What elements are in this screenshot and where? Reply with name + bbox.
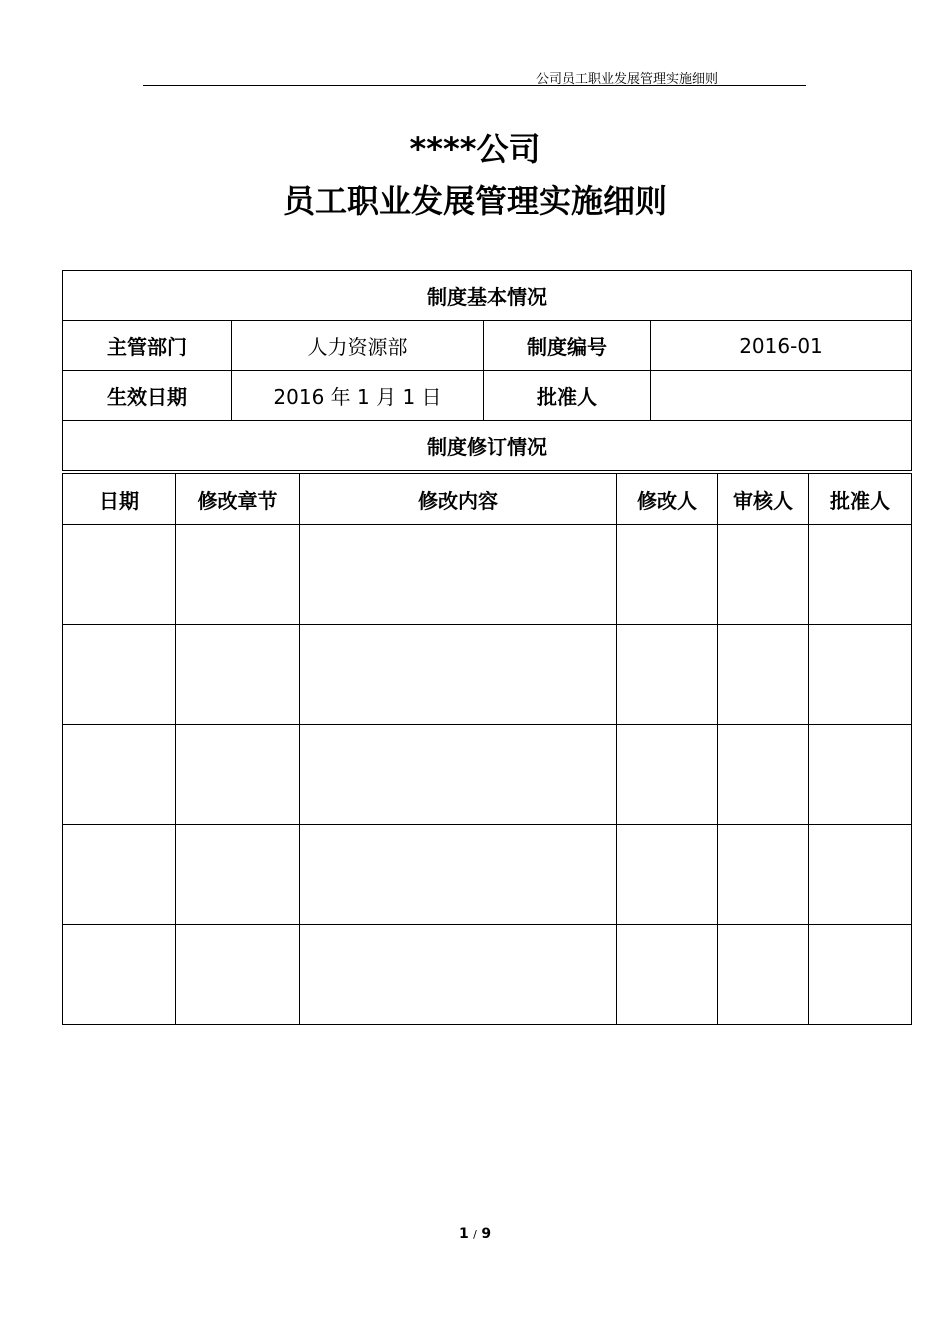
code-label: 制度编号: [484, 321, 651, 371]
date-value: 2016 年 1 月 1 日: [232, 371, 484, 421]
cell: [718, 725, 809, 825]
cell: [718, 525, 809, 625]
cell: [718, 925, 809, 1025]
cell: [809, 625, 912, 725]
running-header: 公司员工职业发展管理实施细则: [536, 72, 719, 87]
cell: [617, 825, 718, 925]
cell: [63, 725, 176, 825]
document-title: 员工职业发展管理实施细则: [282, 182, 667, 220]
cell: [617, 925, 718, 1025]
cell: [176, 625, 300, 725]
basic-info-section-title: 制度基本情况: [63, 271, 912, 321]
revision-table: [62, 473, 912, 1025]
cell: [300, 925, 617, 1025]
approver-label: 批准人: [484, 371, 651, 421]
table-row: [63, 725, 912, 825]
col-header-modifier: 修改人: [617, 474, 718, 525]
cell: [300, 725, 617, 825]
cell: [176, 525, 300, 625]
col-header-approver: 批准人: [809, 474, 912, 525]
approver-value: [651, 371, 912, 421]
cell: [617, 625, 718, 725]
cell: [718, 625, 809, 725]
cell: [809, 725, 912, 825]
revision-section-title: 制度修订情况: [63, 421, 912, 471]
col-header-content: 修改内容: [300, 474, 617, 525]
table-row: [63, 825, 912, 925]
cell: [809, 825, 912, 925]
dept-value: 人力资源部: [232, 321, 484, 371]
cell: [176, 725, 300, 825]
table-row: [63, 925, 912, 1025]
header-rule: [143, 85, 806, 86]
col-header-date: 日期: [63, 474, 176, 525]
cell: [809, 525, 912, 625]
cell: [617, 525, 718, 625]
col-header-reviewer: 审核人: [718, 474, 809, 525]
cell: [809, 925, 912, 1025]
cell: [176, 825, 300, 925]
page-separator: /: [473, 1228, 477, 1241]
cell: [300, 525, 617, 625]
cell: [63, 925, 176, 1025]
cell: [718, 825, 809, 925]
page-number: [0, 1226, 950, 1242]
cell: [300, 625, 617, 725]
cell: [63, 525, 176, 625]
cell: [63, 825, 176, 925]
date-label: 生效日期: [63, 371, 232, 421]
code-value: 2016-01: [651, 321, 912, 371]
cell: [617, 725, 718, 825]
cell: [300, 825, 617, 925]
cell: [63, 625, 176, 725]
total-pages: 9: [481, 1226, 492, 1242]
table-row: [63, 525, 912, 625]
basic-info-table: [62, 270, 912, 471]
col-header-section: 修改章节: [176, 474, 300, 525]
cell: [176, 925, 300, 1025]
table-row: [63, 625, 912, 725]
company-title: ****公司: [409, 130, 541, 168]
dept-label: 主管部门: [63, 321, 232, 371]
current-page: 1: [458, 1226, 469, 1242]
